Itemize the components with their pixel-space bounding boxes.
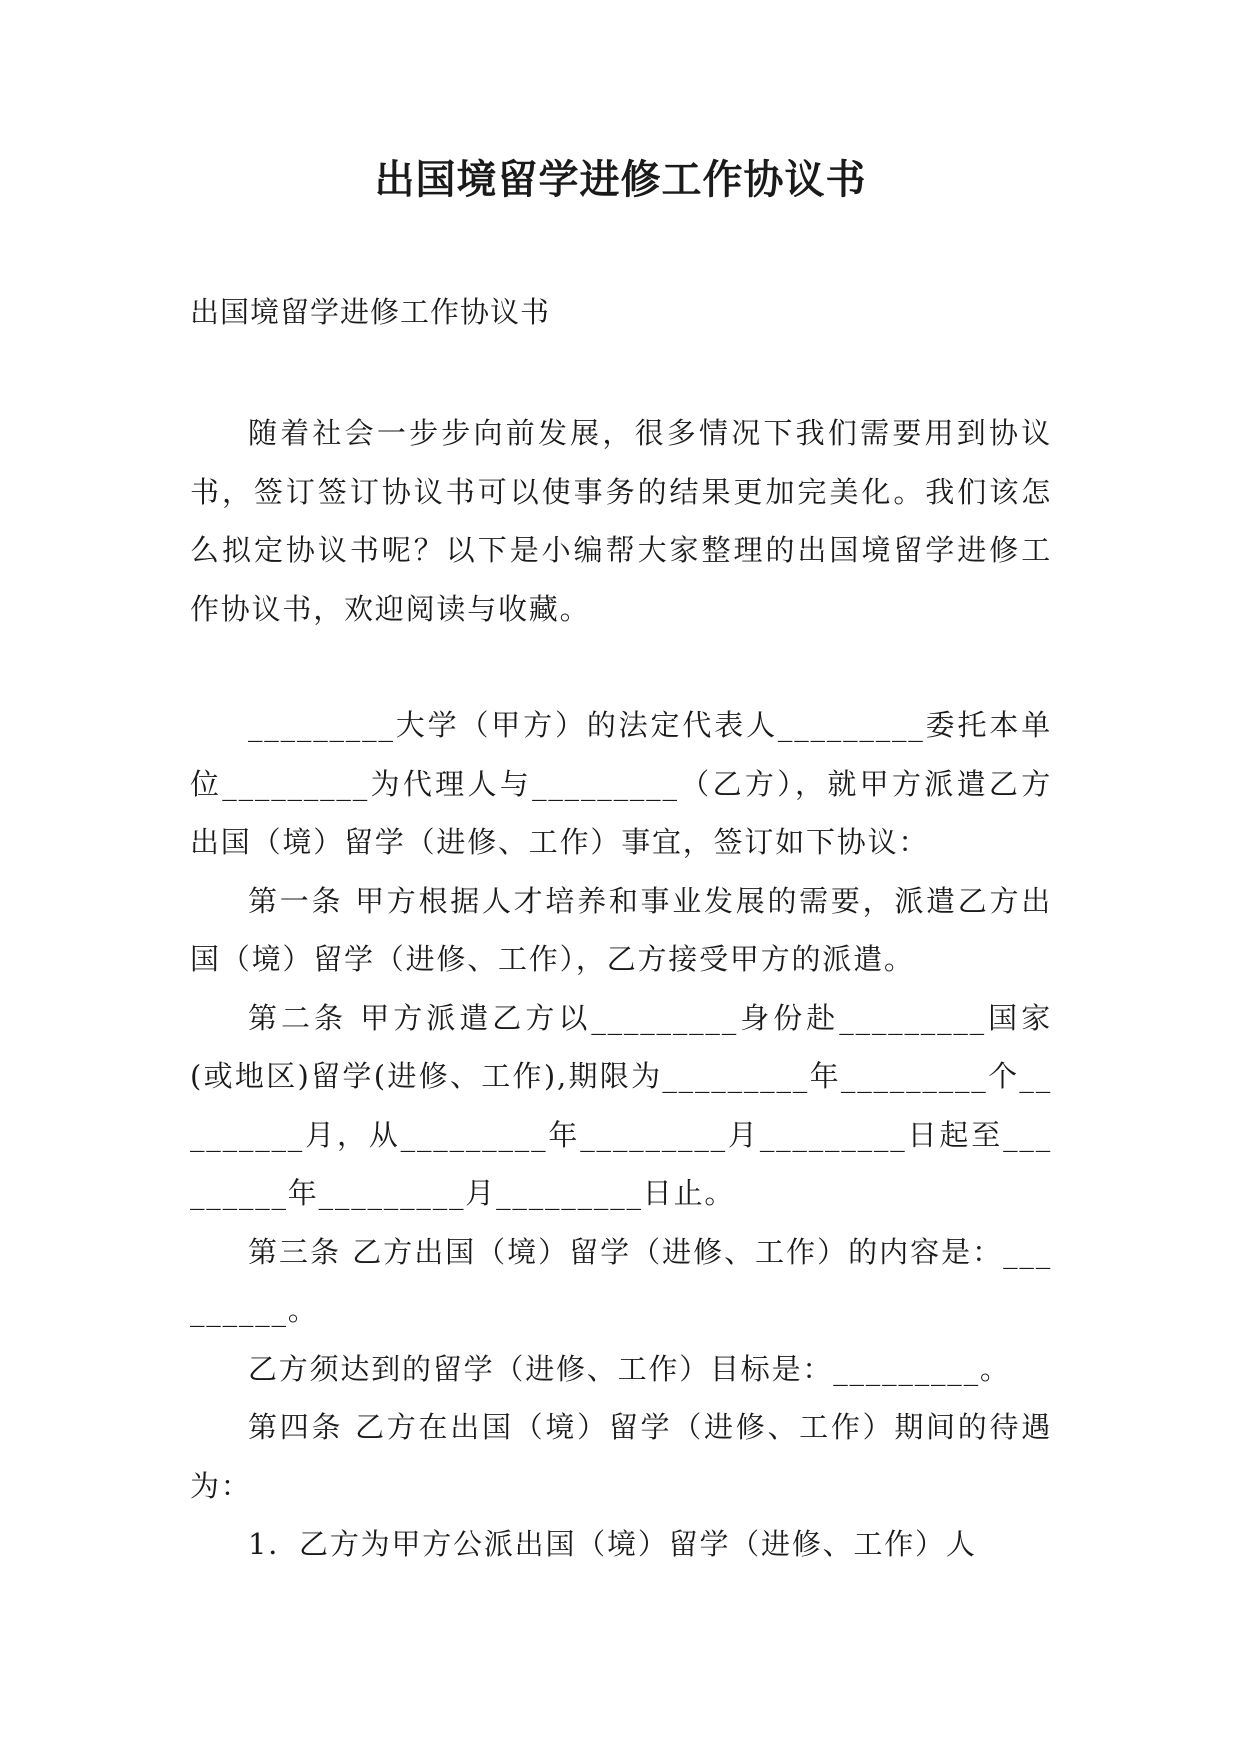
article-3: 第三条 乙方出国（境）留学（进修、工作）的内容是：_________。 (190, 1234, 1052, 1327)
article-3-goal: 乙方须达到的留学（进修、工作）目标是：_________。 (248, 1351, 1011, 1386)
article-1: 第一条 甲方根据人才培养和事业发展的需要，派遣乙方出国（境）留学（进修、工作），乙方接受甲方的派遣。 (190, 883, 1052, 976)
agreement-preamble: _________大学（甲方）的法定代表人_________委托本单位_________为代理人与_________（乙方），就甲方派遣乙方出国（境）留学（进修、工作）事宜，签订如下协议： (190, 708, 1052, 859)
article-2: 第二条 甲方派遣乙方以_________身份赴_________国家(或地区)留学(进修、工作),期限为_________年_________个_________月，从_________年_________月_________日起至_________年_________月_________日止。 (190, 1000, 1052, 1210)
article-4: 第四条 乙方在出国（境）留学（进修、工作）期间的待遇为： (190, 1410, 1052, 1503)
paragraph-gap (190, 638, 1052, 696)
document-subtitle: 出国境留学进修工作协议书 (190, 295, 551, 329)
intro-paragraph: 随着社会一步步向前发展，很多情况下我们需要用到协议书，签订签订协议书可以使事务的结果更加完美化。我们该怎么拟定协议书呢？以下是小编帮大家整理的出国境留学进修工作协议书，欢迎阅读与收藏。 (190, 416, 1052, 626)
article-4-item-1: 1．乙方为甲方公派出国（境）留学（进修、工作）人 (248, 1527, 977, 1561)
document-title: 出国境留学进修工作协议书 (374, 156, 867, 203)
document-body (190, 404, 1052, 1574)
